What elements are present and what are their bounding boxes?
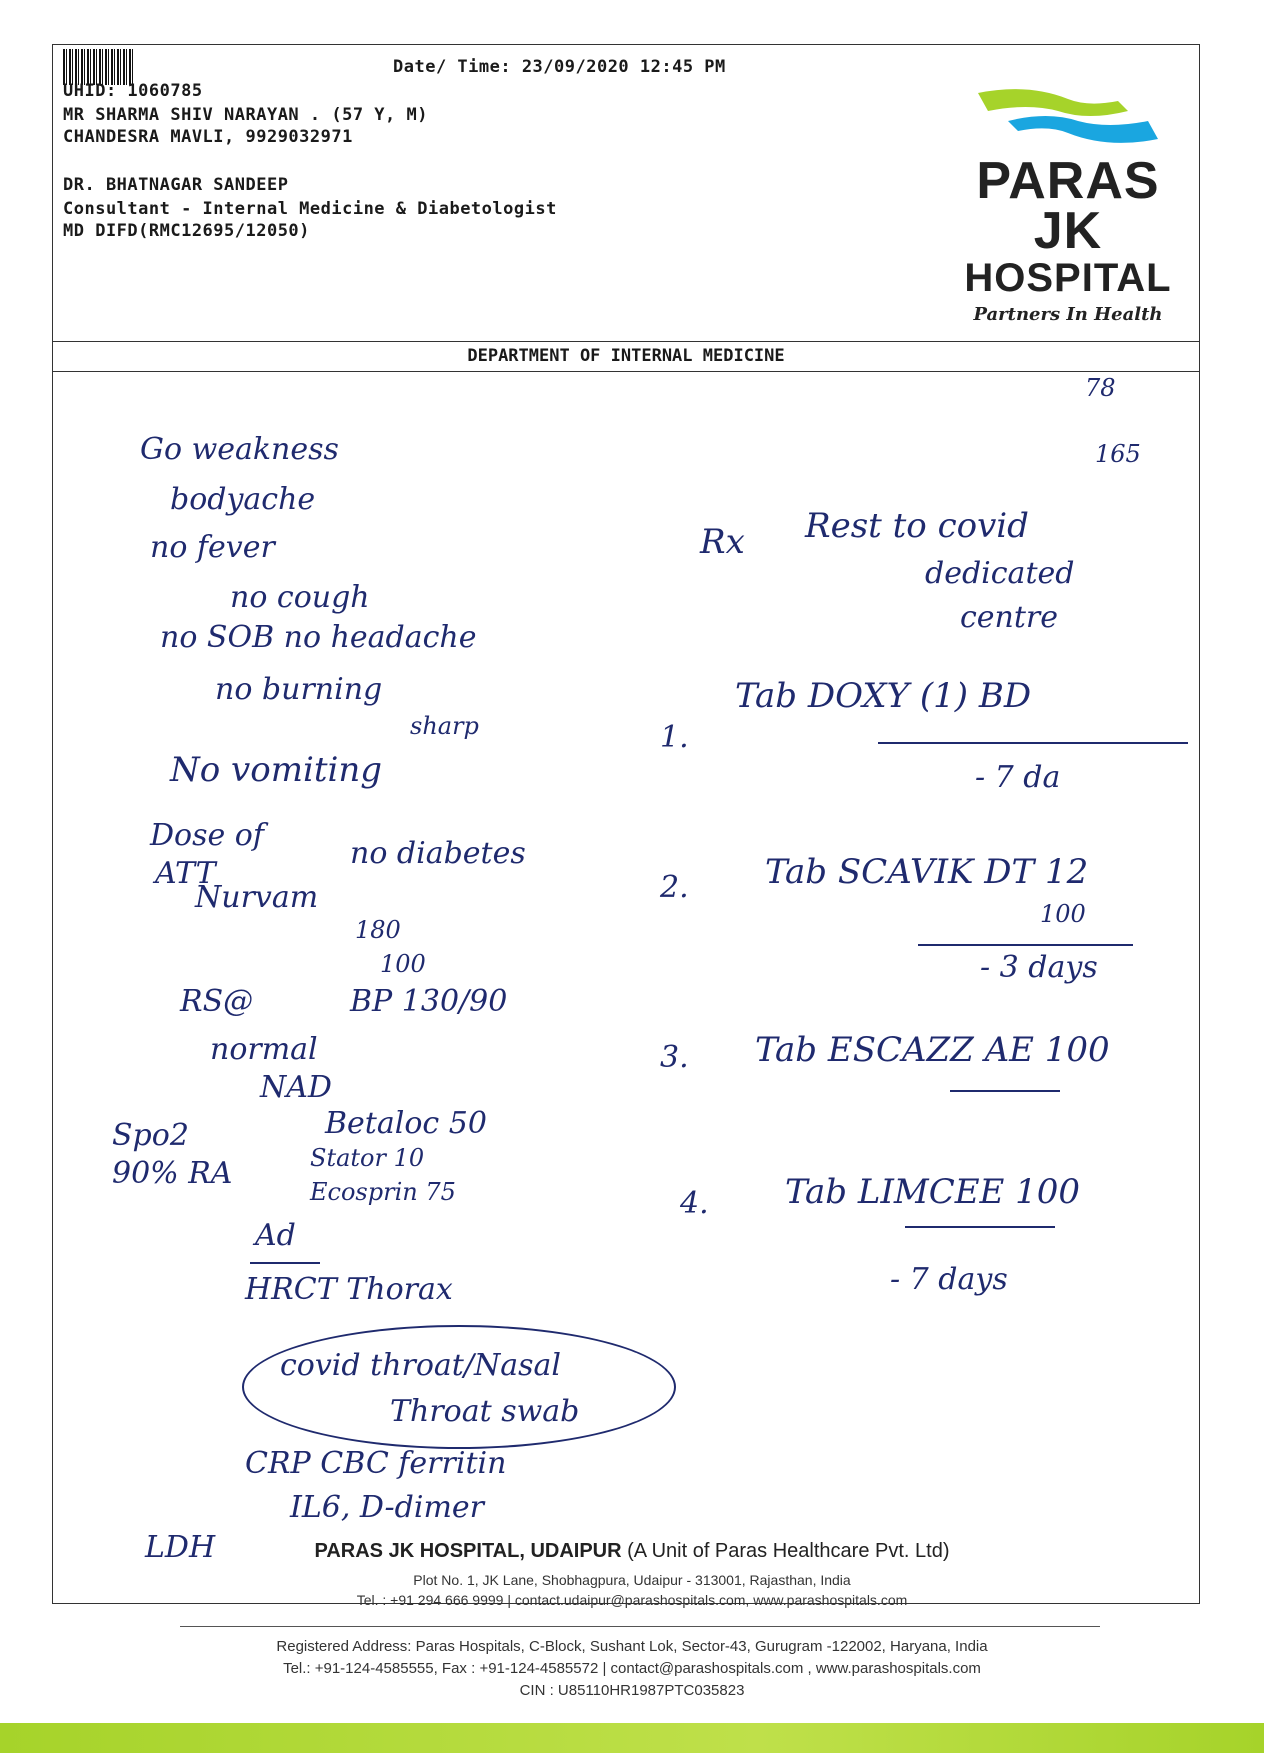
footer-contact: Tel. : +91 294 666 9999 | contact.udaipur@parashospitals.com, www.parashospitals.com (356, 1592, 908, 1608)
logo-line-1: PARAS (976, 152, 1160, 210)
registered-contact: Tel.: +91-124-4585555, Fax : +91-124-4585572 | contact@parashospitals.com , www.parashospitals.com (283, 1660, 981, 1677)
circled-note-oval (242, 1325, 676, 1449)
footer-org-unit: (A Unit of Paras Healthcare Pvt. Ltd) (621, 1540, 950, 1562)
rx-symbol: Rx (700, 522, 745, 562)
note-left-29: IL6, D-dimer (290, 1490, 485, 1525)
department-title: DEPARTMENT OF INTERNAL MEDICINE (467, 346, 785, 366)
med-2-name: Tab SCAVIK DT 12 (765, 852, 1089, 892)
note-left-26: covid throat/Nasal (280, 1348, 561, 1383)
med-1-number: 1. (660, 720, 689, 755)
note-left-28: CRP CBC ferritin (245, 1446, 507, 1481)
note-left-9: Dose of (150, 818, 264, 853)
med-1-name: Tab DOXY (1) BD (735, 676, 1032, 716)
logo-line-2: JK (1033, 202, 1103, 260)
note-left-1: Go weakness (140, 432, 339, 467)
note-left-10: ATT (155, 856, 216, 891)
med-2-sig: 100 (1040, 900, 1086, 928)
note-left-25: HRCT Thorax (245, 1272, 453, 1307)
note-left-21: Ecosprin 75 (310, 1178, 456, 1206)
note-left-17: normal (210, 1032, 318, 1067)
note-left-7: sharp (410, 712, 479, 740)
note-left-6: no burning (215, 672, 383, 707)
header-section (53, 45, 1199, 342)
note-left-8: No vomiting (170, 750, 383, 790)
underline-ad (250, 1262, 320, 1264)
doctor-name: DR. BHATNAGAR SANDEEP (63, 175, 289, 195)
uhid: UHID: 1060785 (63, 81, 203, 101)
footer-divider (180, 1626, 1100, 1627)
rx-advice-1: Rest to covid (805, 506, 1029, 546)
note-left-18: NAD (260, 1070, 332, 1105)
patient-address: CHANDESRA MAVLI, 9929032971 (63, 127, 353, 147)
note-left-5: no SOB no headache (160, 620, 477, 655)
hands-logo-icon (968, 81, 1168, 151)
note-left-13: 180 (355, 916, 401, 944)
footer-address: Plot No. 1, JK Lane, Shobhagpura, Udaipur - 313001, Rajasthan, India (413, 1572, 851, 1588)
footer-org-name: PARAS JK HOSPITAL, UDAIPUR (314, 1540, 622, 1562)
note-left-4: no cough (230, 580, 370, 615)
company-cin: CIN : U85110HR1987PTC035823 (519, 1682, 745, 1699)
patient-name: MR SHARMA SHIV NARAYAN . (57 Y, M) (63, 105, 428, 125)
barcode-icon (63, 49, 135, 85)
rx-advice-2: dedicated (925, 556, 1075, 591)
med-1-underline (878, 742, 1188, 744)
note-left-11: no diabetes (350, 836, 526, 871)
note-left-12: Nurvam (195, 880, 319, 915)
note-left-23: 90% RA (112, 1156, 233, 1191)
registered-address: Registered Address: Paras Hospitals, C-Block, Sushant Lok, Sector-43, Gurugram -122002, Haryana, India (276, 1638, 988, 1655)
note-left-2: bodyache (170, 482, 316, 517)
med-4-sig: - 7 days (890, 1262, 1008, 1297)
note-left-3: no fever (150, 530, 275, 565)
note-left-14: 100 (380, 950, 426, 978)
logo-tagline: Partners In Health (973, 304, 1163, 325)
note-left-24: Ad (255, 1218, 296, 1253)
med-4-underline (905, 1226, 1055, 1228)
hospital-logo (953, 81, 1183, 341)
footer-organization (0, 1540, 1264, 1563)
med-4-name: Tab LIMCEE 100 (785, 1172, 1081, 1212)
rx-advice-3: centre (960, 600, 1059, 635)
note-left-27: Throat swab (390, 1394, 580, 1429)
med-2-sig2: - 3 days (980, 950, 1098, 985)
med-3-underline (950, 1090, 1060, 1092)
footer-green-band (0, 1723, 1264, 1753)
note-left-15: RS@ (180, 984, 254, 1019)
note-left-16: BP 130/90 (350, 984, 508, 1019)
note-vital-1: 78 (1085, 374, 1116, 402)
note-vital-2: 165 (1095, 440, 1141, 468)
doctor-title: Consultant - Internal Medicine & Diabetologist (63, 199, 557, 219)
med-3-name: Tab ESCAZZ AE 100 (755, 1030, 1110, 1070)
med-2-number: 2. (660, 870, 689, 905)
med-2-underline (918, 944, 1133, 946)
note-left-22: Spo2 (112, 1118, 189, 1153)
visit-datetime: Date/ Time: 23/09/2020 12:45 PM (393, 57, 726, 77)
med-1-sig: - 7 da (975, 760, 1061, 795)
note-left-30: LDH (145, 1530, 216, 1565)
note-left-19: Betaloc 50 (325, 1106, 487, 1141)
logo-line-3: HOSPITAL (964, 256, 1172, 300)
note-left-20: Stator 10 (310, 1144, 425, 1172)
med-4-number: 4. (680, 1186, 709, 1221)
department-bar (53, 341, 1199, 372)
med-3-number: 3. (660, 1040, 689, 1075)
doctor-registration: MD DIFD(RMC12695/12050) (63, 221, 310, 241)
